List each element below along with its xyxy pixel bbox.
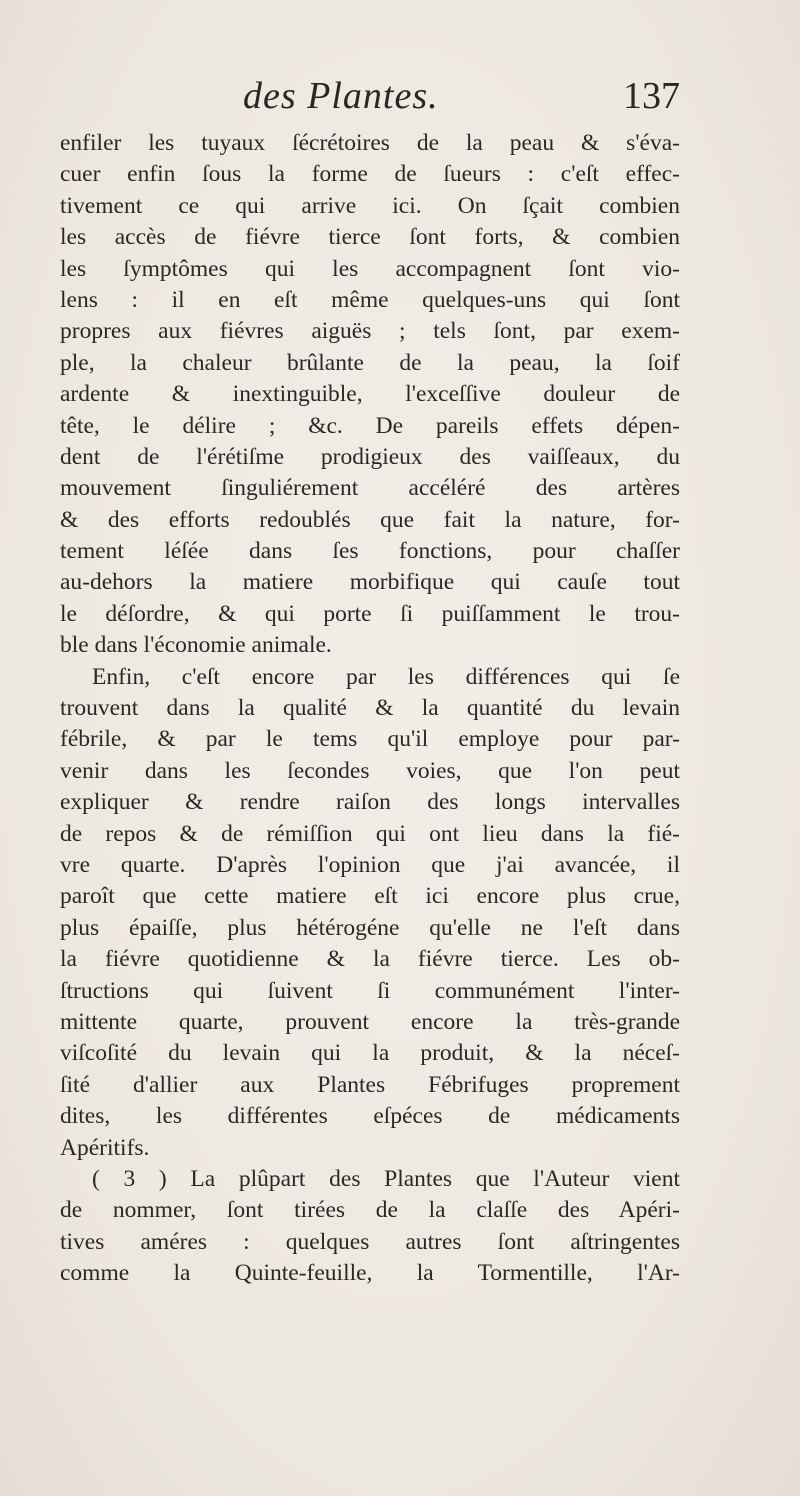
text-line: fébrile, & par le tems qu'il employe pour par-	[60, 726, 680, 753]
text-line: ſtructions qui ſuivent ſi communément l'inter-	[60, 977, 680, 1004]
text-line: lens : il en eſt même quelques-uns qui ſont	[60, 286, 680, 313]
text-line: la fiévre quotidienne & la fiévre tierce. Les ob-	[60, 946, 680, 973]
text-line: mittente quarte, prouvent encore la très-grande	[60, 1008, 680, 1035]
text-line: ardente & inextinguible, l'exceſſive douleur de	[60, 381, 680, 408]
text-line: dites, les différentes eſpéces de médicaments	[60, 1103, 680, 1130]
text-line: dent de l'érétiſme prodigieux des vaiſſeaux, du	[60, 443, 680, 470]
running-title: des Plantes.	[243, 75, 439, 117]
text-line: plus épaiſſe, plus hétérogéne qu'elle ne l'eſt dans	[60, 914, 680, 941]
page-number: 137	[623, 75, 680, 117]
text-line: les ſymptômes qui les accompagnent ſont vio-	[60, 255, 680, 282]
text-line: vre quarte. D'après l'opinion que j'ai avancée, il	[60, 851, 680, 878]
text-line: au-dehors la matiere morbifique qui cauſe tout	[60, 569, 680, 596]
text-line: ple, la chaleur brûlante de la peau, la ſoif	[60, 349, 680, 376]
text-line: enfiler les tuyaux ſécrétoires de la peau & s'éva-	[60, 130, 680, 156]
text-line: ſité d'allier aux Plantes Fébrifuges proprement	[60, 1071, 680, 1098]
text-line: tête, le délire ; &c. De pareils effets dépen-	[60, 412, 680, 439]
text-line: tement léſée dans ſes fonctions, pour chaſſer	[60, 538, 680, 565]
text-line: Apéritifs.	[60, 1134, 150, 1161]
text-line: le déſordre, & qui porte ſi puiſſamment le trou-	[60, 600, 680, 627]
text-line: ble dans l'économie animale.	[60, 632, 332, 659]
page-header	[60, 74, 680, 124]
text-line: mouvement ſinguliérement accéléré des artères	[60, 475, 680, 502]
text-line: comme la Quinte-feuille, la Tormentille, l'Ar-	[60, 1260, 680, 1287]
text-line: tivement ce qui arrive ici. On ſçait combien	[60, 192, 680, 219]
paragraph-start-line: Enfin, c'eſt encore par les différences qui ſe	[92, 663, 680, 690]
text-line: tives améres : quelques autres ſont aſtringentes	[60, 1228, 680, 1255]
text-line: venir dans les ſecondes voies, que l'on peut	[60, 757, 680, 784]
text-line: viſcoſité du levain qui la produit, & la néceſ-	[60, 1040, 680, 1067]
text-line: paroît que cette matiere eſt ici encore plus crue,	[60, 883, 680, 910]
text-line: de repos & de rémiſſion qui ont lieu dans la fié-	[60, 820, 680, 847]
text-line: trouvent dans la qualité & la quantité du levain	[60, 695, 680, 722]
text-line: propres aux fiévres aiguës ; tels ſont, par exem-	[60, 318, 680, 345]
text-line: les accès de fiévre tierce ſont forts, & combien	[60, 224, 680, 251]
body-text	[60, 128, 680, 1289]
text-line: & des efforts redoublés que fait la nature, for-	[60, 506, 680, 533]
text-line: expliquer & rendre raiſon des longs intervalles	[60, 789, 680, 816]
text-line: de nommer, ſont tirées de la claſſe des Apéri-	[60, 1197, 680, 1224]
text-line: cuer enfin ſous la forme de ſueurs : c'eſt effec-	[60, 161, 680, 188]
paragraph-start-line: ( 3 ) La plûpart des Plantes que l'Auteur vient	[92, 1165, 680, 1192]
